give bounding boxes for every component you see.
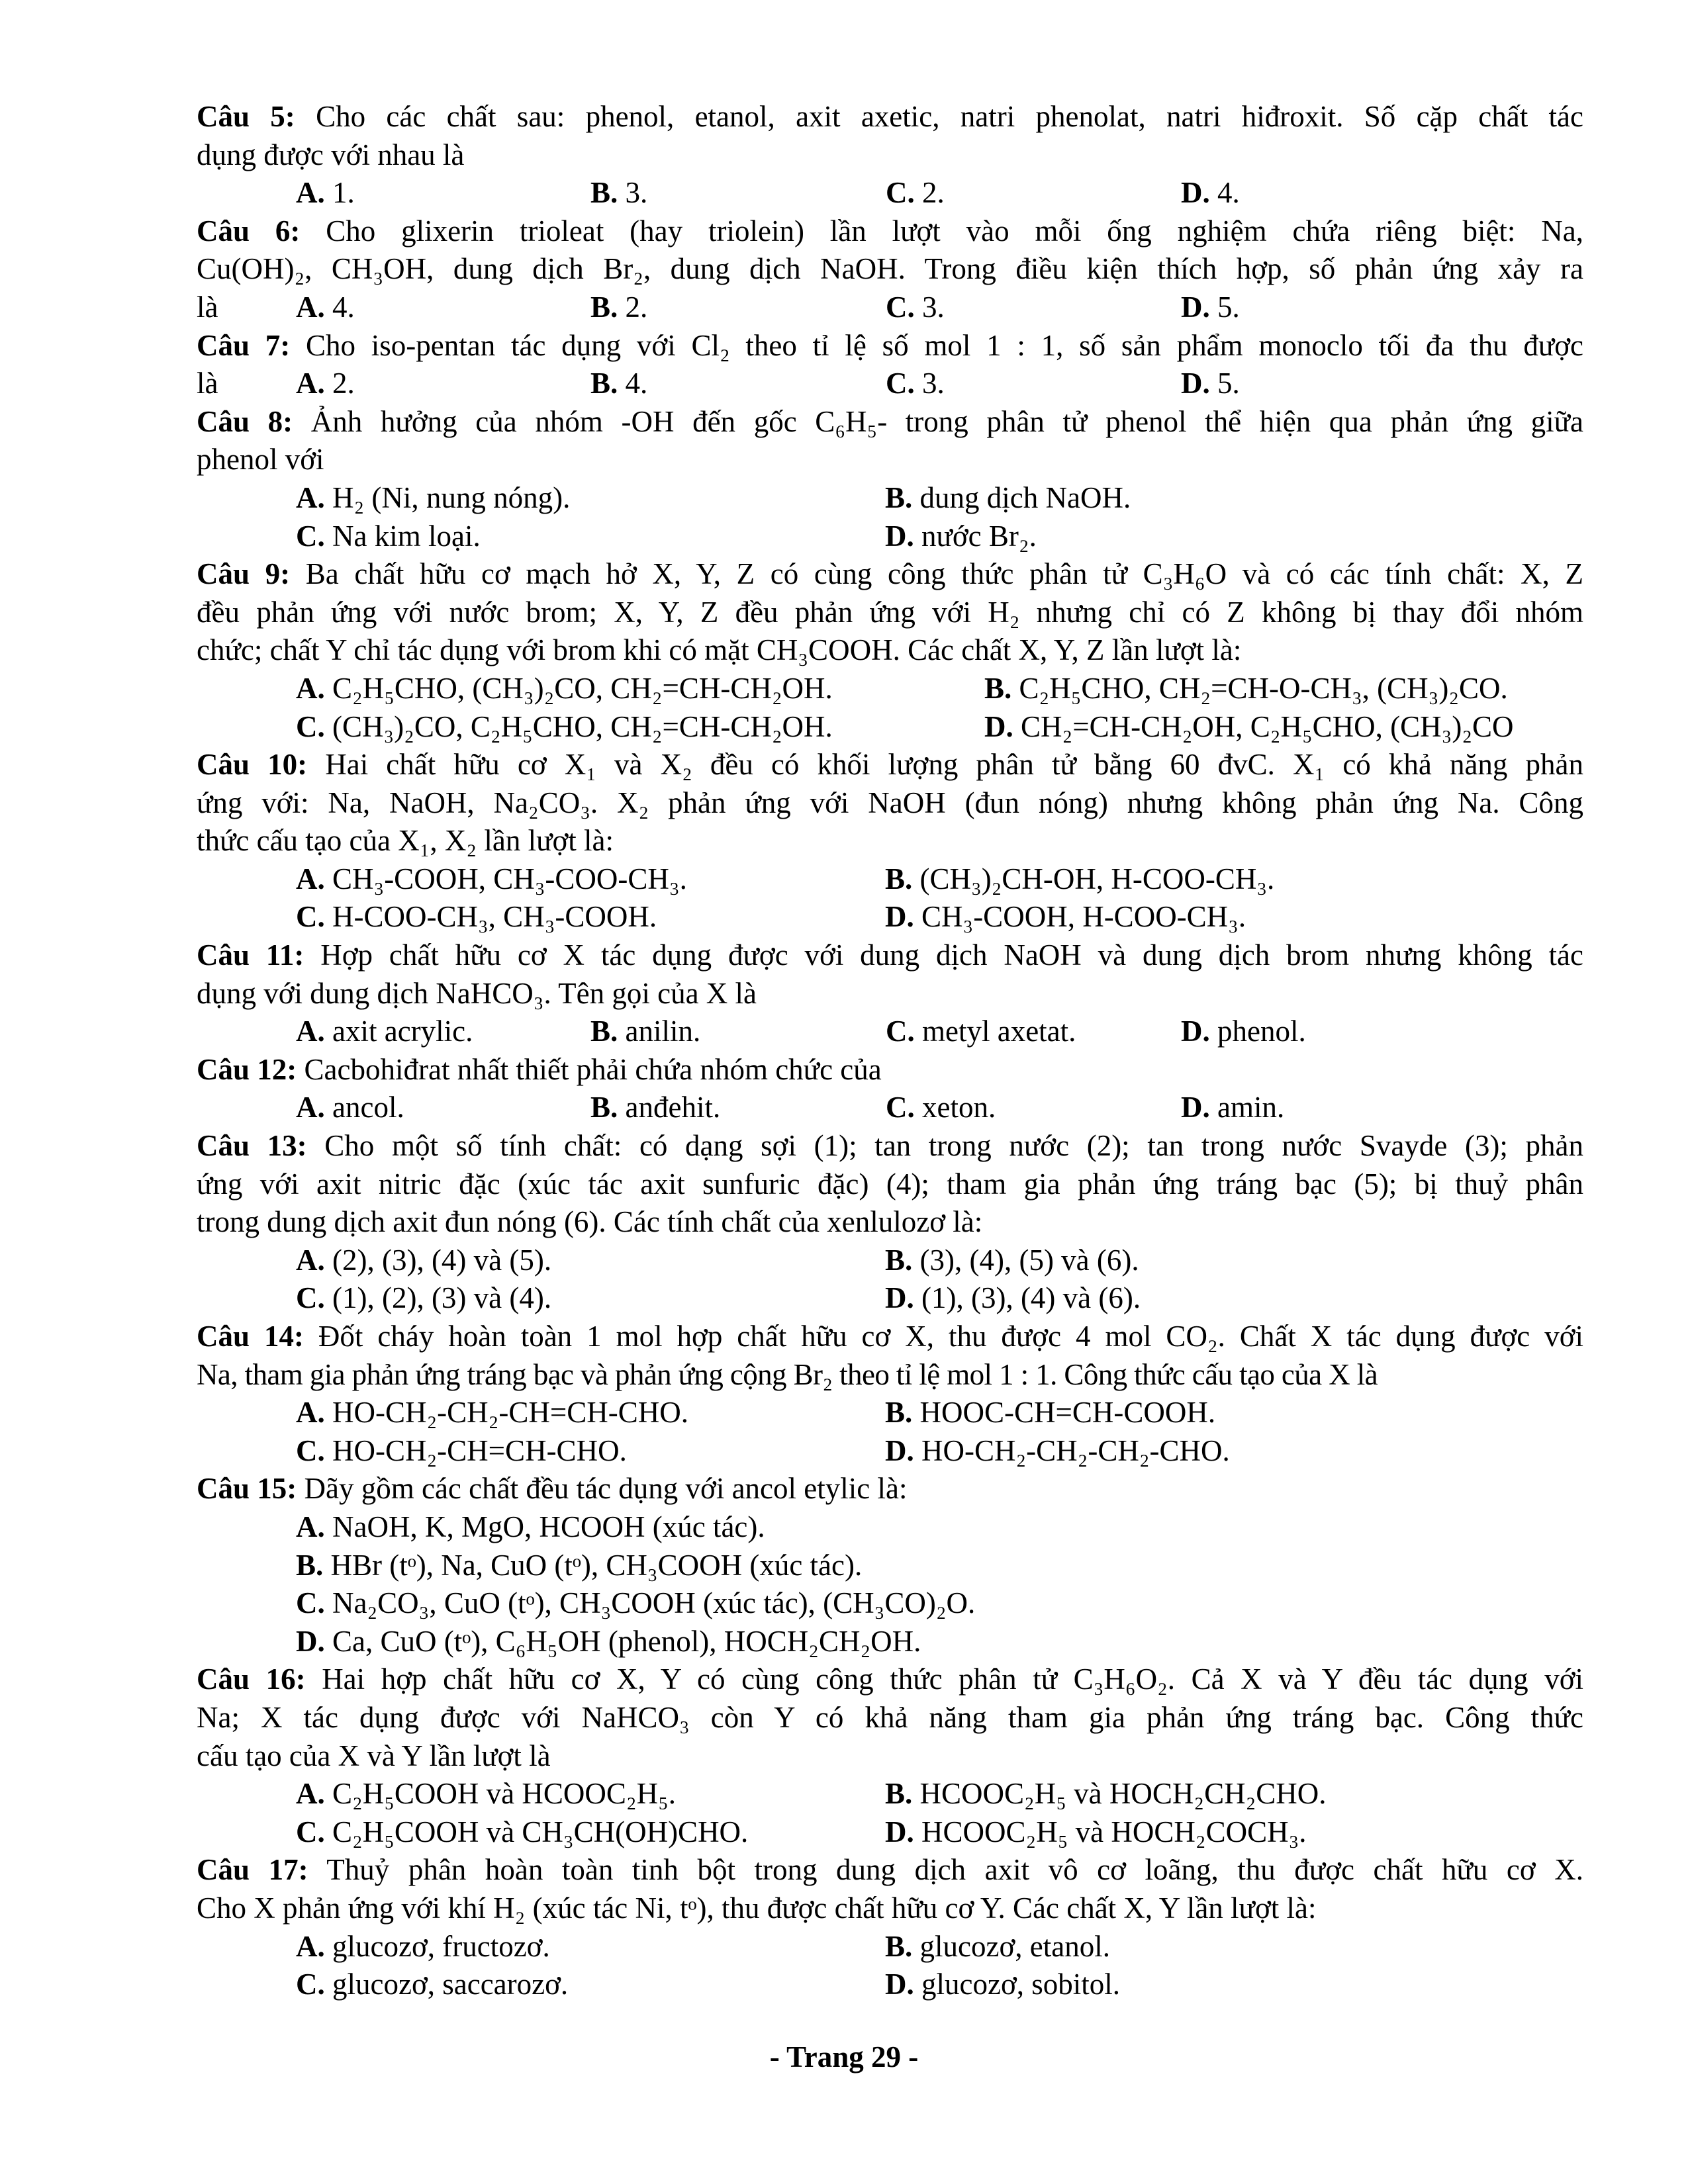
option-text: 4. (332, 290, 355, 324)
option-b[interactable] (590, 1013, 886, 1051)
option-text: phenol. (1217, 1015, 1306, 1048)
option-label: C. (296, 1815, 325, 1848)
option-label: A. (296, 367, 325, 400)
option-label: B. (590, 1015, 618, 1048)
answer-options (197, 365, 1583, 403)
question-stem-line (197, 403, 1583, 441)
question-text: Hai chất hữu cơ X₁ và X₂ đều có khối lượng phân tử bằng 60 đvC. X₁ có khả năng phản (325, 748, 1584, 782)
question-stem-line (197, 1318, 1583, 1356)
option-label: C. (296, 900, 325, 934)
option-a[interactable] (296, 365, 590, 403)
option-text: 2. (625, 290, 648, 324)
option-text: CH₃-COOH, CH₃-COO-CH₃. (332, 862, 687, 895)
option-text: HO-CH₂-CH₂-CH₂-CHO. (921, 1433, 1230, 1467)
option-label: C. (886, 176, 915, 210)
option-label: C. (296, 1433, 325, 1467)
question-stem-line (197, 1851, 1583, 1889)
option-label: D. (1181, 176, 1210, 210)
option-label: A. (296, 290, 325, 324)
option-label: B. (590, 290, 618, 324)
question-stem-line: Cho X phản ứng với khí H₂ (xúc tác Ni, tᵒ), thu được chất hữu cơ Y. Các chất X, Y lần lượt là: (197, 1891, 1317, 1925)
question-8 (197, 403, 1583, 555)
answer-options (197, 1775, 1583, 1851)
option-label: B. (885, 1243, 913, 1277)
option-d[interactable] (885, 898, 1547, 936)
answer-options (197, 1089, 1583, 1127)
question-7 (197, 327, 1583, 403)
question-stem-line (197, 327, 1583, 365)
option-label: A. (296, 1243, 325, 1277)
option-text: HBr (tᵒ), Na, CuO (tᵒ), CH₃COOH (xúc tác). (330, 1548, 863, 1582)
question-stem-line: phenol với (197, 443, 324, 477)
option-label: B. (885, 1396, 913, 1430)
option-c[interactable] (886, 1089, 1181, 1127)
option-row (296, 289, 1446, 327)
question-number: Câu 14: (197, 1320, 304, 1353)
option-d[interactable] (885, 1813, 1547, 1852)
option-text: xeton. (922, 1091, 996, 1124)
option-text: anilin. (625, 1015, 701, 1048)
option-label: A. (296, 862, 325, 895)
option-text: (CH₃)₂CO, C₂H₅CHO, CH₂=CH-CH₂OH. (332, 709, 833, 743)
option-text: HCOOC₂H₅ và HOCH₂COCH₃. (921, 1815, 1307, 1848)
question-stem-line (197, 212, 1583, 251)
option-b[interactable] (885, 479, 1547, 518)
option-text: 4. (625, 367, 648, 400)
option-label: A. (296, 1015, 325, 1048)
option-text: glucozơ, etanol. (919, 1929, 1110, 1963)
question-stem-line (197, 98, 1583, 136)
option-label: B. (885, 1777, 913, 1811)
question-text: Cho iso-pentan tác dụng với Cl₂ theo tỉ lệ số mol 1 : 1, số sản phẩm monoclo tối đa thu được (306, 328, 1583, 362)
question-stem-line: đều phản ứng với nước brom; X, Y, Z đều phản ứng với H₂ nhưng chỉ có Z không bị thay đổi nhóm (197, 595, 1583, 629)
option-text: 3. (625, 176, 648, 210)
question-number: Câu 6: (197, 214, 301, 248)
option-c[interactable] (886, 1013, 1181, 1051)
option-text: glucozơ, fructozơ. (332, 1929, 550, 1963)
option-text: C₂H₅CHO, CH₂=CH-O-CH₃, (CH₃)₂CO. (1019, 671, 1508, 705)
option-text: glucozơ, saccarozơ. (332, 1968, 569, 2001)
question-stem-line: chức; chất Y chỉ tác dụng với brom khi có mặt CH₃COOH. Các chất X, Y, Z lần lượt là: (197, 633, 1242, 667)
option-text: C₂H₅COOH và CH₃CH(OH)CHO. (332, 1815, 749, 1848)
question-12 (197, 1051, 1583, 1127)
question-number: Câu 10: (197, 748, 308, 782)
option-b[interactable] (885, 1775, 1547, 1813)
option-text: 3. (922, 367, 945, 400)
option-text: ancol. (332, 1091, 404, 1124)
option-a[interactable] (296, 289, 590, 327)
question-number: Câu 15: (197, 1472, 297, 1506)
question-17 (197, 1851, 1583, 2003)
option-label: C. (886, 290, 915, 324)
option-b[interactable] (590, 1089, 886, 1127)
option-text: H₂ (Ni, nung nóng). (332, 480, 571, 514)
question-stem-end: là (197, 290, 218, 324)
option-a[interactable] (296, 1775, 885, 1813)
question-stem-line (197, 1127, 1583, 1165)
question-number: Câu 12: (197, 1052, 297, 1086)
answer-options (197, 670, 1583, 746)
option-label: B. (984, 671, 1012, 705)
option-text: dung dịch NaOH. (919, 480, 1131, 514)
answer-options (197, 1508, 1583, 1661)
option-text: amin. (1217, 1091, 1285, 1124)
question-stem-line: trong dung dịch axit đun nóng (6). Các tính chất của xenlulozơ là: (197, 1205, 983, 1239)
option-label: A. (296, 176, 325, 210)
option-c[interactable] (296, 898, 885, 936)
question-stem-line: dụng với dung dịch NaHCO₃. Tên gọi của X là (197, 976, 757, 1010)
option-a[interactable] (296, 860, 885, 899)
question-stem-line: cấu tạo của X và Y lần lượt là (197, 1739, 551, 1772)
option-text: HO-CH₂-CH=CH-CHO. (332, 1433, 627, 1467)
answer-options (197, 174, 1583, 212)
question-number: Câu 8: (197, 404, 293, 438)
option-label: A. (296, 671, 325, 705)
question-stem-line (197, 1661, 1583, 1699)
option-label: D. (1181, 367, 1210, 400)
option-a[interactable] (296, 1508, 1583, 1547)
option-label: D. (885, 519, 914, 553)
question-text: Cho các chất sau: phenol, etanol, axit axetic, natri phenolat, natri hiđroxit. Số cặp chất tác (316, 100, 1583, 133)
option-label: C. (296, 1968, 325, 2001)
question-stem-line (197, 1470, 1583, 1508)
option-text: 5. (1217, 367, 1240, 400)
option-b[interactable] (885, 860, 1547, 899)
option-a[interactable] (296, 1013, 590, 1051)
option-text: 3. (922, 290, 945, 324)
option-b[interactable] (590, 174, 886, 212)
question-text: Thuỷ phân hoàn toàn tinh bột trong dung dịch axit vô cơ loãng, thu được chất hữu cơ X. (326, 1853, 1583, 1887)
option-d[interactable] (885, 1279, 1547, 1318)
option-b[interactable] (885, 1394, 1547, 1432)
option-label: A. (296, 1929, 325, 1963)
option-label: B. (296, 1548, 324, 1582)
option-label: D. (1181, 1091, 1210, 1124)
option-d[interactable] (1181, 289, 1446, 327)
option-text: Na kim loại. (332, 519, 481, 553)
option-label: B. (590, 1091, 618, 1124)
question-stem-line: Na; X tác dụng được với NaHCO₃ còn Y có khả năng tham gia phản ứng tráng bạc. Công thức (197, 1700, 1583, 1734)
question-stem-line: ứng với: Na, NaOH, Na₂CO₃. X₂ phản ứng với NaOH (đun nóng) nhưng không phản ứng Na. Công (197, 786, 1583, 819)
question-text: Đốt cháy hoàn toàn 1 mol hợp chất hữu cơ X, thu được 4 mol CO₂. Chất X tác dụng được với (318, 1320, 1583, 1353)
option-label: D. (885, 1968, 914, 2001)
option-b[interactable] (984, 670, 1646, 708)
option-label: C. (296, 709, 325, 743)
option-text: (2), (3), (4) và (5). (332, 1243, 552, 1277)
option-a[interactable] (296, 1242, 885, 1280)
option-text: metyl axetat. (922, 1015, 1076, 1048)
option-a[interactable] (296, 1928, 885, 1966)
option-c[interactable] (886, 174, 1181, 212)
question-number: Câu 5: (197, 100, 295, 133)
option-text: (3), (4), (5) và (6). (919, 1243, 1139, 1277)
option-b[interactable] (885, 1928, 1547, 1966)
option-text: nước Br₂. (921, 519, 1037, 553)
option-label: A. (296, 480, 325, 514)
question-stem-line: dụng được với nhau là (197, 138, 465, 171)
question-5 (197, 98, 1583, 212)
question-16 (197, 1661, 1583, 1851)
question-text: Hai hợp chất hữu cơ X, Y có cùng công thức phân tử C₃H₆O₂. Cả X và Y đều tác dụng với (322, 1662, 1583, 1696)
option-text: (CH₃)₂CH-OH, H-COO-CH₃. (919, 862, 1275, 895)
option-text: 1. (332, 176, 355, 210)
option-label: D. (885, 1433, 914, 1467)
option-c[interactable] (296, 708, 984, 747)
question-text: Hợp chất hữu cơ X tác dụng được với dung dịch NaOH và dung dịch brom nhưng không tác (320, 938, 1584, 972)
question-stem-line: thức cấu tạo của X₁, X₂ lần lượt là: (197, 824, 614, 858)
option-label: B. (885, 480, 913, 514)
option-c[interactable] (886, 365, 1181, 403)
option-label: D. (296, 1624, 325, 1658)
option-text: C₂H₅CHO, (CH₃)₂CO, CH₂=CH-CH₂OH. (332, 671, 833, 705)
option-label: B. (590, 367, 618, 400)
answer-options (197, 479, 1583, 555)
option-label: B. (885, 862, 913, 895)
option-text: 4. (1217, 176, 1240, 210)
option-label: C. (296, 1586, 325, 1620)
answer-options (197, 1242, 1583, 1318)
question-stem-line: ứng với axit nitric đặc (xúc tác axit sunfuric đặc) (4); tham gia phản ứng tráng bạc (5); bị thuỷ phân (197, 1167, 1583, 1201)
answer-options (197, 1928, 1583, 2004)
option-a[interactable] (296, 670, 984, 708)
option-c[interactable] (296, 1279, 885, 1318)
option-label: A. (296, 1510, 325, 1543)
option-text: anđehit. (625, 1091, 721, 1124)
option-text: HCOOC₂H₅ và HOCH₂CH₂CHO. (919, 1777, 1327, 1811)
option-label: C. (296, 1281, 325, 1315)
option-label: A. (296, 1777, 325, 1811)
option-text: axit acrylic. (332, 1015, 473, 1048)
question-13 (197, 1127, 1583, 1318)
option-label: D. (1181, 1015, 1210, 1048)
option-text: Na₂CO₃, CuO (tᵒ), CH₃COOH (xúc tác), (CH₃CO)₂O. (332, 1586, 976, 1620)
question-stem-line: Cu(OH)₂, CH₃OH, dung dịch Br₂, dung dịch NaOH. Trong điều kiện thích hợp, số phản ứng xảy ra (197, 252, 1583, 286)
option-a[interactable] (296, 479, 885, 518)
question-15 (197, 1470, 1583, 1661)
option-text: HO-CH₂-CH₂-CH=CH-CHO. (332, 1396, 689, 1430)
question-10 (197, 746, 1583, 936)
option-label: C. (296, 519, 325, 553)
option-b[interactable] (590, 289, 886, 327)
question-6 (197, 212, 1583, 327)
question-text: Ba chất hữu cơ mạch hở X, Y, Z có cùng công thức phân tử C₃H₆O và có các tính chất: X, Z (305, 557, 1584, 591)
question-text: Cho glixerin trioleat (hay triolein) lần lượt vào mỗi ống nghiệm chứa riêng biệt: Na, (326, 214, 1583, 248)
option-d[interactable] (885, 1966, 1547, 2004)
option-d[interactable] (885, 518, 1547, 556)
option-c[interactable] (296, 518, 885, 556)
option-d[interactable] (984, 708, 1646, 747)
option-d[interactable] (296, 1623, 1583, 1661)
question-number: Câu 11: (197, 938, 305, 972)
question-number: Câu 13: (197, 1129, 307, 1163)
option-d[interactable] (1181, 365, 1446, 403)
option-text: Ca, CuO (tᵒ), C₆H₅OH (phenol), HOCH₂CH₂OH. (332, 1624, 921, 1658)
option-label: C. (886, 1015, 915, 1048)
option-text: HOOC-CH=CH-COOH. (919, 1396, 1216, 1430)
option-label: B. (590, 176, 618, 210)
question-stem-line (197, 1051, 1583, 1089)
question-14 (197, 1318, 1583, 1470)
answer-options (197, 860, 1583, 936)
option-label: C. (886, 367, 915, 400)
question-stem-line (197, 746, 1583, 784)
answer-options (197, 289, 1583, 327)
option-text: (1), (2), (3) và (4). (332, 1281, 552, 1315)
option-a[interactable] (296, 1394, 885, 1432)
option-text: 2. (332, 367, 355, 400)
option-c[interactable] (296, 1584, 1583, 1623)
option-label: D. (885, 900, 914, 934)
question-number: Câu 9: (197, 557, 291, 591)
option-text: (1), (3), (4) và (6). (921, 1281, 1141, 1315)
question-stem-end: là (197, 367, 218, 400)
question-number: Câu 7: (197, 328, 291, 362)
question-text: Ảnh hưởng của nhóm -OH đến gốc C₆H₅- trong phân tử phenol thể hiện qua phản ứng giữa (310, 404, 1584, 438)
option-label: D. (885, 1815, 914, 1848)
option-d[interactable] (1181, 174, 1446, 212)
question-text: Cho một số tính chất: có dạng sợi (1); tan trong nước (2); tan trong nước Svayde (3); phản (324, 1129, 1584, 1163)
option-text: 5. (1217, 290, 1240, 324)
option-d[interactable] (1181, 1013, 1446, 1051)
option-label: A. (296, 1396, 325, 1430)
option-d[interactable] (1181, 1089, 1446, 1127)
option-text: CH₃-COOH, H-COO-CH₃. (921, 900, 1246, 934)
option-d[interactable] (885, 1432, 1547, 1471)
option-label: A. (296, 1091, 325, 1124)
option-b[interactable] (296, 1547, 1583, 1585)
option-text: 2. (922, 176, 945, 210)
question-text: Cacbohiđrat nhất thiết phải chứa nhóm chức của (304, 1052, 882, 1086)
question-text: Dãy gồm các chất đều tác dụng với ancol etylic là: (304, 1472, 908, 1506)
question-stem-line (197, 555, 1583, 594)
question-number: Câu 17: (197, 1853, 308, 1887)
option-text: CH₂=CH-CH₂OH, C₂H₅CHO, (CH₃)₂CO (1021, 709, 1514, 743)
option-text: C₂H₅COOH và HCOOC₂H₅. (332, 1777, 677, 1811)
option-c[interactable] (296, 1966, 885, 2004)
option-b[interactable] (590, 365, 886, 403)
question-11 (197, 936, 1583, 1051)
option-label: D. (1181, 290, 1210, 324)
option-b[interactable] (885, 1242, 1547, 1280)
option-c[interactable] (886, 289, 1181, 327)
option-text: H-COO-CH₃, CH₃-COOH. (332, 900, 657, 934)
question-number: Câu 16: (197, 1662, 306, 1696)
page-number: - Trang 29 - (769, 2040, 919, 2073)
answer-options (197, 1013, 1583, 1051)
option-label: D. (984, 709, 1013, 743)
option-text: NaOH, K, MgO, HCOOH (xúc tác). (332, 1510, 765, 1543)
question-stem-line: Na, tham gia phản ứng tráng bạc và phản ứng cộng Br₂ theo tỉ lệ mol 1 : 1. Công thức cấu tạo của X là (197, 1357, 1378, 1391)
option-c[interactable] (296, 1432, 885, 1471)
option-label: C. (886, 1091, 915, 1124)
option-row (296, 365, 1446, 403)
option-a[interactable] (296, 1089, 590, 1127)
question-stem-line (197, 936, 1583, 975)
option-label: B. (885, 1929, 913, 1963)
option-label: D. (885, 1281, 914, 1315)
option-text: glucozơ, sobitol. (921, 1968, 1121, 2001)
option-c[interactable] (296, 1813, 885, 1852)
question-9 (197, 555, 1583, 746)
option-a[interactable] (296, 174, 590, 212)
question-list (197, 98, 1583, 2004)
answer-options (197, 1394, 1583, 1470)
